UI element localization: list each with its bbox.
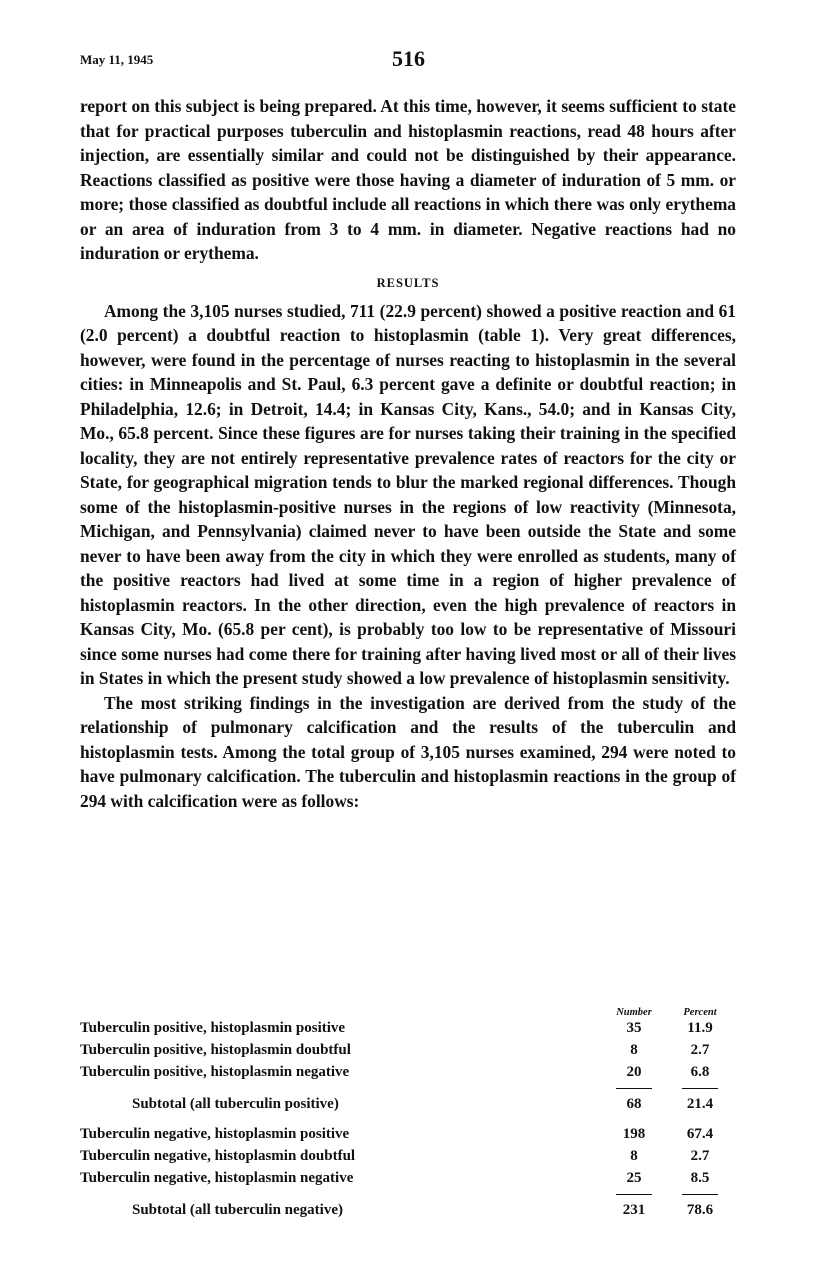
subtotal-rule (80, 1190, 736, 1200)
rule-line (682, 1194, 718, 1195)
paragraph-methods: report on this subject is being prepared. At this time, however, it seems sufficient to state that for practical purposes tuberculin and histoplasmin reactions, read 48 hours after injection, are essentially similar and could not be distinguished by their appearance. Reactions classified as positive were those having a diameter of induration of 5 mm. or more; those classified as doubtful include all reactions in which there was only erythema or an area of induration from 3 to 4 mm. in diameter. Negative reactions had no induration or erythema. (80, 96, 736, 263)
rule-line (616, 1194, 652, 1195)
table-row (80, 1018, 736, 1040)
page-number: 516 (392, 46, 425, 71)
row-number: 8 (630, 1148, 638, 1164)
row-label: Subtotal (all tuberculin positive) (132, 1096, 339, 1112)
table-row (80, 1168, 736, 1190)
row-label: Tuberculin positive, histoplasmin negative (80, 1064, 350, 1080)
column-header-percent: Percent (683, 1007, 717, 1018)
row-label: Subtotal (all tuberculin negative) (132, 1202, 343, 1218)
table-row (80, 1146, 736, 1168)
paragraph-calcification: The most striking findings in the investigation are derived from the study of the relationship of pulmonary calcification and the results of the tuberculin and histoplasmin tests. Among the total group of 3,105 nurses examined, 294 were noted to have pulmonary calcification. The tuberculin and histoplasmin reactions in the group of 294 with calcification were as follows: (80, 692, 736, 811)
row-number: 20 (626, 1064, 642, 1080)
row-percent: 67.4 (686, 1126, 714, 1142)
issue-date: May 11, 1945 (80, 52, 154, 67)
calcification-table (80, 1000, 736, 1222)
row-label: Tuberculin positive, histoplasmin doubtful (80, 1042, 351, 1058)
section-heading-results: RESULTS (376, 275, 440, 290)
row-percent: 21.4 (686, 1096, 714, 1112)
subtotal-row (80, 1200, 736, 1222)
rule-line (682, 1088, 718, 1089)
row-label: Tuberculin negative, histoplasmin negative (80, 1170, 354, 1186)
table-row (80, 1040, 736, 1062)
row-percent: 6.8 (690, 1064, 710, 1080)
row-number: 231 (622, 1202, 646, 1218)
rule-line (616, 1088, 652, 1089)
row-percent: 78.6 (686, 1202, 714, 1218)
row-number: 35 (626, 1020, 642, 1036)
row-percent: 8.5 (690, 1170, 710, 1186)
row-percent: 2.7 (690, 1148, 710, 1164)
column-header-number: Number (616, 1007, 652, 1018)
subtotal-rule (80, 1084, 736, 1094)
row-number: 8 (630, 1042, 638, 1058)
table-row (80, 1124, 736, 1146)
row-label: Tuberculin positive, histoplasmin positive (80, 1020, 346, 1036)
row-label: Tuberculin negative, histoplasmin doubtful (80, 1148, 356, 1164)
row-number: 25 (626, 1170, 642, 1186)
row-number: 198 (622, 1126, 646, 1142)
row-label: Tuberculin negative, histoplasmin positive (80, 1126, 350, 1142)
body-text (80, 94, 736, 813)
row-percent: 11.9 (687, 1020, 713, 1036)
subtotal-row (80, 1094, 736, 1116)
table-header (80, 1000, 736, 1018)
row-number: 68 (626, 1096, 642, 1112)
paragraph-results: Among the 3,105 nurses studied, 711 (22.9 percent) showed a positive reaction and 61 (2.0 percent) a doubtful reaction to histoplasmin (table 1). Very great differences, however, were found in the percentage of nurses reacting to histoplasmin in the several cities: in Minneapolis and St. Paul, 6.3 percent gave a definite or doubtful reaction; in Philadelphia, 12.6; in Detroit, 14.4; in Kansas City, Kans., 54.0; and in Kansas City, Mo., 65.8 percent. Since these figures are for nurses taking their training in the specified locality, they are not entirely representative prevalence rates of reactors for the city or State, for geographical migration tends to blur the marked regional differences. Though some of the histoplasmin-positive nurses in the regions of low reactivity (Minnesota, Michigan, and Pennsylvania) claimed never to have been outside the State and some never to have been away from the city in which they were enrolled as students, many of the positive reactors had lived at some time in a region of higher prevalence of histoplasmin reactors. In the other direction, even the high prevalence of reactors in Kansas City, Mo. (65.8 per cent), is probably too low to be representative of Missouri since some nurses had come there for training after having lived most or all of their lives in States in which the present study showed a low prevalence of histoplasmin sensitivity. (80, 300, 736, 688)
table-row (80, 1062, 736, 1084)
row-percent: 2.7 (690, 1042, 710, 1058)
